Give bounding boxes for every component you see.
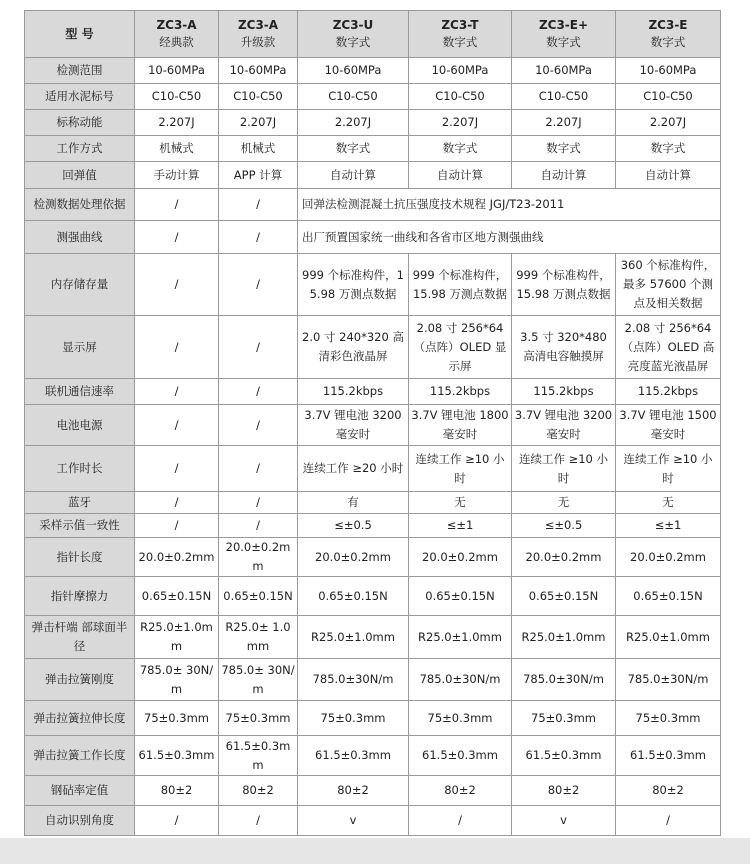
spec-cell: / — [219, 316, 298, 379]
spec-cell: 360 个标准构件，最多 57600 个测点及相关数据 — [616, 254, 721, 316]
spec-cell: 20.0±0.2mm — [616, 538, 721, 577]
model-name: ZC3-A — [156, 18, 197, 32]
model-header — [512, 11, 616, 58]
model-name: ZC3-T — [441, 18, 479, 32]
model-name: ZC3-U — [332, 18, 374, 32]
spec-cell: 10-60MPa — [409, 58, 512, 84]
row-label: 弹击拉簧工作长度 — [25, 736, 135, 776]
spec-cell: 手动计算 — [135, 162, 219, 189]
row-label: 检测数据处理依据 — [25, 189, 135, 221]
spec-cell: C10-C50 — [219, 84, 298, 110]
spec-cell: 999 个标准构件，15.98 万测点数据 — [512, 254, 616, 316]
spec-cell: ≤±1 — [616, 514, 721, 538]
footer-bar — [0, 838, 750, 864]
spec-cell: 0.65±0.15N — [409, 577, 512, 616]
spec-cell: R25.0±1.0mm — [135, 616, 219, 659]
spec-cell: / — [409, 806, 512, 836]
spec-cell: 3.7V 锂电池 3200 毫安时 — [512, 405, 616, 446]
spec-cell: 80±2 — [219, 776, 298, 806]
spec-cell: / — [219, 806, 298, 836]
spec-cell: 999 个标准构件，15.98 万测点数据 — [298, 254, 409, 316]
spec-cell: 数字式 — [409, 136, 512, 162]
model-sub: 数字式 — [335, 35, 371, 49]
spec-cell: 0.65±0.15N — [298, 577, 409, 616]
row-label: 检测范围 — [25, 58, 135, 84]
spec-cell: 20.0±0.2mm — [219, 538, 298, 577]
spec-cell: 自动计算 — [616, 162, 721, 189]
spec-cell: 3.7V 锂电池 1500 毫安时 — [616, 405, 721, 446]
spec-cell: 61.5±0.3mm — [512, 736, 616, 776]
spec-cell: 无 — [409, 492, 512, 514]
spec-cell: / — [135, 254, 219, 316]
spec-cell: / — [219, 379, 298, 405]
spec-cell: / — [135, 379, 219, 405]
row-label: 工作方式 — [25, 136, 135, 162]
spec-cell: 80±2 — [298, 776, 409, 806]
spec-cell: / — [135, 189, 219, 221]
spec-cell: 机械式 — [135, 136, 219, 162]
spec-cell: 75±0.3mm — [616, 701, 721, 736]
spec-cell: R25.0±1.0mm — [512, 616, 616, 659]
spec-cell: 数字式 — [616, 136, 721, 162]
spec-cell: 10-60MPa — [512, 58, 616, 84]
model-header — [135, 11, 219, 58]
spec-row — [25, 736, 721, 776]
spec-cell: 3.5 寸 320*480 高清电容触摸屏 — [512, 316, 616, 379]
spec-cell: 115.2kbps — [616, 379, 721, 405]
spec-cell: 785.0±30N/m — [298, 659, 409, 701]
row-label: 工作时长 — [25, 446, 135, 492]
spec-cell: 115.2kbps — [409, 379, 512, 405]
spec-row — [25, 379, 721, 405]
spec-cell: 3.7V 锂电池 1800 毫安时 — [409, 405, 512, 446]
spec-cell: 连续工作 ≥20 小时 — [298, 446, 409, 492]
spec-cell: 80±2 — [616, 776, 721, 806]
row-label: 采样示值一致性 — [25, 514, 135, 538]
row-label: 电池电源 — [25, 405, 135, 446]
spec-cell: C10-C50 — [298, 84, 409, 110]
model-sub: 经典款 — [159, 35, 194, 49]
row-label: 弹击拉簧刚度 — [25, 659, 135, 701]
spec-cell: 2.207J — [616, 110, 721, 136]
spec-cell: 61.5±0.3mm — [135, 736, 219, 776]
spec-cell: R25.0±1.0mm — [616, 616, 721, 659]
spec-cell: / — [135, 514, 219, 538]
row-label: 自动识别角度 — [25, 806, 135, 836]
spec-row — [25, 405, 721, 446]
spec-cell: 115.2kbps — [298, 379, 409, 405]
spec-cell: / — [135, 492, 219, 514]
spec-cell: 75±0.3mm — [219, 701, 298, 736]
model-sub: 数字式 — [442, 35, 478, 49]
spec-cell: / — [219, 446, 298, 492]
spec-cell: 0.65±0.15N — [512, 577, 616, 616]
spec-cell: 2.207J — [512, 110, 616, 136]
model-name: ZC3-E — [648, 18, 688, 32]
spec-row — [25, 254, 721, 316]
row-label: 标称动能 — [25, 110, 135, 136]
spec-cell: / — [135, 806, 219, 836]
spec-cell: 机械式 — [219, 136, 298, 162]
spec-cell: 999 个标准构件，15.98 万测点数据 — [409, 254, 512, 316]
row-label: 钢砧率定值 — [25, 776, 135, 806]
spec-cell: 2.207J — [219, 110, 298, 136]
spec-row — [25, 616, 721, 659]
spec-row — [25, 136, 721, 162]
spec-cell: 2.0 寸 240*320 高清彩色液晶屏 — [298, 316, 409, 379]
row-label: 测强曲线 — [25, 221, 135, 254]
spec-cell: 75±0.3mm — [409, 701, 512, 736]
spec-cell: 61.5±0.3mm — [409, 736, 512, 776]
model-sub: 数字式 — [650, 35, 686, 49]
spec-row — [25, 162, 721, 189]
model-sub: 升级款 — [240, 35, 276, 49]
spec-cell: 无 — [616, 492, 721, 514]
header-row — [25, 11, 721, 58]
spec-cell: 61.5±0.3mm — [616, 736, 721, 776]
spec-row — [25, 316, 721, 379]
spec-cell: 10-60MPa — [219, 58, 298, 84]
row-label: 回弹值 — [25, 162, 135, 189]
spec-cell: 80±2 — [512, 776, 616, 806]
spec-cell: 2.207J — [409, 110, 512, 136]
spec-cell: / — [219, 254, 298, 316]
spec-cell: C10-C50 — [409, 84, 512, 110]
spec-span-cell: 出厂预置国家统一曲线和各省市区地方测强曲线 — [298, 221, 721, 254]
spec-row — [25, 659, 721, 701]
spec-cell: 数字式 — [512, 136, 616, 162]
spec-cell: R25.0±1.0mm — [409, 616, 512, 659]
spec-cell: ≤±1 — [409, 514, 512, 538]
spec-cell: / — [219, 405, 298, 446]
spec-cell: C10-C50 — [512, 84, 616, 110]
spec-cell: 75±0.3mm — [135, 701, 219, 736]
model-header — [616, 11, 721, 58]
spec-cell: 10-60MPa — [298, 58, 409, 84]
spec-cell: 连续工作 ≥10 小时 — [616, 446, 721, 492]
spec-cell: / — [135, 405, 219, 446]
row-label: 适用水泥标号 — [25, 84, 135, 110]
row-label: 指针摩擦力 — [25, 577, 135, 616]
spec-cell: 20.0±0.2mm — [512, 538, 616, 577]
model-sub: 数字式 — [546, 35, 581, 49]
spec-cell: R25.0±1.0mm — [298, 616, 409, 659]
spec-cell: 2.08 寸 256*64（点阵）OLED 高亮度蓝光液晶屏 — [616, 316, 721, 379]
spec-cell: 80±2 — [135, 776, 219, 806]
spec-cell: / — [219, 189, 298, 221]
spec-cell: 61.5±0.3mm — [298, 736, 409, 776]
row-label: 弹击杆端 部球面半径 — [25, 616, 135, 659]
spec-row — [25, 701, 721, 736]
spec-cell: 785.0±30N/m — [616, 659, 721, 701]
spec-cell: / — [219, 492, 298, 514]
spec-cell: 连续工作 ≥10 小时 — [512, 446, 616, 492]
spec-row — [25, 221, 721, 254]
spec-cell: 数字式 — [298, 136, 409, 162]
spec-cell: 785.0± 30N/m — [135, 659, 219, 701]
spec-cell: / — [135, 221, 219, 254]
spec-cell: 无 — [512, 492, 616, 514]
spec-cell: 61.5±0.3mm — [219, 736, 298, 776]
spec-cell: 连续工作 ≥10 小时 — [409, 446, 512, 492]
spec-row — [25, 58, 721, 84]
spec-cell: 自动计算 — [512, 162, 616, 189]
spec-cell: 10-60MPa — [616, 58, 721, 84]
spec-cell: 自动计算 — [298, 162, 409, 189]
spec-cell: ≤±0.5 — [298, 514, 409, 538]
spec-cell: ≤±0.5 — [512, 514, 616, 538]
model-header — [409, 11, 512, 58]
spec-cell: 115.2kbps — [512, 379, 616, 405]
spec-row — [25, 806, 721, 836]
model-label: 型 号 — [25, 11, 135, 58]
spec-cell: 2.08 寸 256*64（点阵）OLED 显示屏 — [409, 316, 512, 379]
spec-cell: 75±0.3mm — [512, 701, 616, 736]
spec-cell: / — [135, 316, 219, 379]
spec-cell: 20.0±0.2mm — [135, 538, 219, 577]
spec-span-cell: 回弹法检测混凝土抗压强度技术规程 JGJ/T23-2011 — [298, 189, 721, 221]
spec-cell: C10-C50 — [616, 84, 721, 110]
spec-row — [25, 492, 721, 514]
spec-cell: / — [219, 514, 298, 538]
spec-cell: 785.0±30N/m — [512, 659, 616, 701]
spec-table — [24, 10, 721, 836]
spec-row — [25, 189, 721, 221]
row-label: 弹击拉簧拉伸长度 — [25, 701, 135, 736]
row-label: 内存储存量 — [25, 254, 135, 316]
spec-row — [25, 538, 721, 577]
spec-cell: C10-C50 — [135, 84, 219, 110]
spec-row — [25, 110, 721, 136]
spec-cell: v — [512, 806, 616, 836]
spec-cell: R25.0± 1.0mm — [219, 616, 298, 659]
row-label: 指针长度 — [25, 538, 135, 577]
spec-row — [25, 446, 721, 492]
spec-cell: 75±0.3mm — [298, 701, 409, 736]
spec-cell: / — [219, 221, 298, 254]
spec-cell: 785.0±30N/m — [409, 659, 512, 701]
model-name: ZC3-E+ — [538, 18, 589, 32]
row-label: 显示屏 — [25, 316, 135, 379]
spec-cell: 0.65±0.15N — [616, 577, 721, 616]
spec-cell: 2.207J — [298, 110, 409, 136]
model-name: ZC3-A — [237, 18, 279, 32]
spec-cell: 0.65±0.15N — [135, 577, 219, 616]
spec-cell: 10-60MPa — [135, 58, 219, 84]
spec-cell: 有 — [298, 492, 409, 514]
spec-cell: 80±2 — [409, 776, 512, 806]
spec-cell: 785.0± 30N/m — [219, 659, 298, 701]
spec-row — [25, 776, 721, 806]
spec-row — [25, 514, 721, 538]
spec-cell: APP 计算 — [219, 162, 298, 189]
spec-cell: 2.207J — [135, 110, 219, 136]
model-header — [298, 11, 409, 58]
row-label: 联机通信速率 — [25, 379, 135, 405]
spec-cell: 3.7V 锂电池 3200 毫安时 — [298, 405, 409, 446]
spec-cell: 20.0±0.2mm — [298, 538, 409, 577]
spec-cell: / — [135, 446, 219, 492]
row-label: 蓝牙 — [25, 492, 135, 514]
spec-cell: 0.65±0.15N — [219, 577, 298, 616]
model-header — [219, 11, 298, 58]
spec-cell: v — [298, 806, 409, 836]
spec-row — [25, 577, 721, 616]
spec-row — [25, 84, 721, 110]
spec-cell: 20.0±0.2mm — [409, 538, 512, 577]
spec-cell: / — [616, 806, 721, 836]
spec-cell: 自动计算 — [409, 162, 512, 189]
